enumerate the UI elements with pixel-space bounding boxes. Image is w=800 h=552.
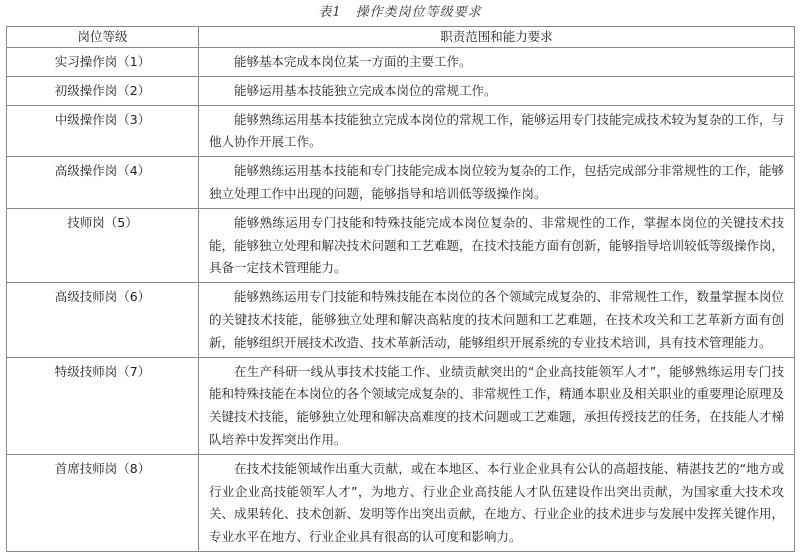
table-row (7, 283, 795, 357)
table-row (7, 76, 795, 105)
grade-cell: 高级操作岗（4） (7, 157, 199, 209)
header-duty: 职责范围和能力要求 (199, 27, 795, 48)
table-row (7, 48, 795, 77)
grade-cell: 实习操作岗（1） (7, 48, 199, 77)
grade-requirements-table (6, 26, 795, 552)
grade-cell: 首席技师岗（8） (7, 454, 199, 551)
table-row (7, 454, 795, 551)
duty-cell: 能够熟练运用专门技能和特殊技能在本岗位的各个领域完成复杂的、非常规性工作，数量掌握本岗位的关键技术技能，能够独立处理和解决高粘度的技术问题和工艺难题，在技术攻关和工艺革新方面有创新，能够组织开展技术改造、技术革新活动，能够组织开展系统的专业技术培训，具有技术管理能力。 (199, 283, 795, 357)
table-header-row (7, 27, 795, 48)
table-caption (0, 0, 800, 26)
table-row (7, 157, 795, 209)
grade-cell: 技师岗（5） (7, 208, 199, 282)
grade-cell: 特级技师岗（7） (7, 357, 199, 454)
duty-cell: 在生产科研一线从事技术技能工作、业绩贡献突出的“企业高技能领军人才”，能够熟练运用专门技能和特殊技能在本岗位的各个领域完成复杂的、非常规性工作，精通本职业及相关职业的重要理论原理及关键技术技能，能够独立处理和解决高难度的技术问题或工艺难题，承担传授技艺的任务，在技能人才梯队培养中发挥突出作用。 (199, 357, 795, 454)
duty-cell: 能够运用基本技能独立完成本岗位的常规工作。 (199, 76, 795, 105)
duty-cell: 能够基本完成本岗位某一方面的主要工作。 (199, 48, 795, 77)
grade-cell: 高级技师岗（6） (7, 283, 199, 357)
duty-cell: 能够熟练运用专门技能和特殊技能完成本岗位复杂的、非常规性的工作，掌握本岗位的关键技术技能，能够独立处理和解决技术问题和工艺难题，在技术技能方面有创新，能够指导培训较低等级操作岗，具备一定技术管理能力。 (199, 208, 795, 282)
grade-cell: 中级操作岗（3） (7, 105, 199, 157)
duty-cell: 在技术技能领域作出重大贡献，或在本地区、本行业企业具有公认的高超技能、精湛技艺的“地方或行业企业高技能领军人才”，为地方、行业企业高技能人才队伍建设作出突出贡献，为国家重大技术攻关、成果转化、技术创新、发明等作出突出贡献，在地方、行业企业的技术进步与发展中发挥关键作用，专业水平在地方、行业企业具有很高的认可度和影响力。 (199, 454, 795, 551)
duty-cell: 能够熟练运用基本技能独立完成本岗位的常规工作，能够运用专门技能完成技术较为复杂的工作，与他人协作开展工作。 (199, 105, 795, 157)
table-row (7, 208, 795, 282)
header-grade: 岗位等级 (7, 27, 199, 48)
table-title: 操作类岗位等级要求 (355, 5, 482, 20)
table-number: 表1 (318, 5, 342, 20)
grade-cell: 初级操作岗（2） (7, 76, 199, 105)
duty-cell: 能够熟练运用基本技能和专门技能完成本岗位较为复杂的工作，包括完成部分非常规性的工作，能够独立处理工作中出现的问题，能够指导和培训低等级操作岗。 (199, 157, 795, 209)
table-row (7, 357, 795, 454)
table-row (7, 105, 795, 157)
